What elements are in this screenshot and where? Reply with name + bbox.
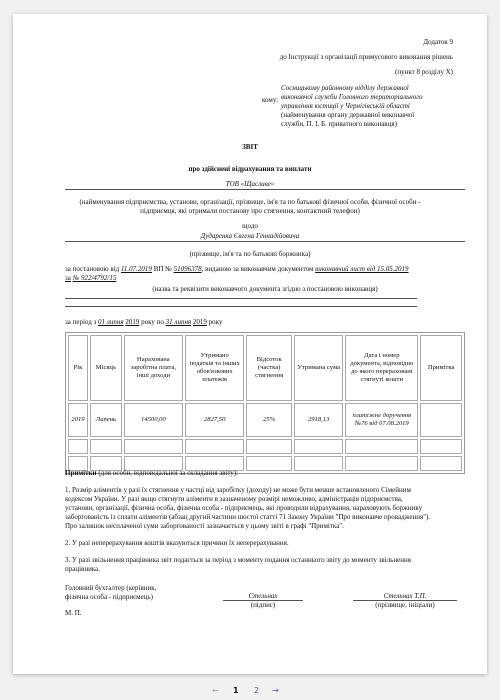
cell-year: 2019 bbox=[68, 403, 88, 437]
note-3-line-2: працівника. bbox=[65, 565, 100, 573]
header-document: Дата і номер документа, відповідно до якого перераховані стягнуті кошти bbox=[345, 335, 418, 401]
period-year-2: 2019 bbox=[192, 318, 207, 326]
company-caption-2: підприємця, які отримали постанову про стягнення, контактний телефон) bbox=[140, 207, 360, 215]
cell-note bbox=[420, 403, 462, 437]
report-subtitle: про здійснені відрахування та виплати bbox=[188, 165, 312, 173]
blank-line-2 bbox=[65, 306, 417, 307]
page-1-link[interactable]: 1 bbox=[233, 686, 239, 695]
cell-month: Липень bbox=[90, 403, 122, 437]
stamp-label: М. П. bbox=[65, 609, 82, 617]
enforcement-document: виконавчий лист від 15.05.2019 bbox=[315, 265, 409, 273]
header-income: Нарахована заробітна плата, інші доходи bbox=[124, 335, 183, 401]
recipient-caption-1: (найменування органу державної виконавчої bbox=[281, 111, 415, 119]
note-1-line-1: 1. Розмір аліментів у разі їх стягнення у частці від заробітку (доходу) не може бути менше встановленого Сімейним bbox=[65, 486, 411, 494]
signature: Стельнах bbox=[248, 592, 278, 600]
header-percent: Відсоток (частка) стягнення bbox=[246, 335, 292, 401]
next-page-arrow-icon[interactable]: → bbox=[272, 686, 279, 695]
resolution-line2-prefix: за bbox=[65, 274, 71, 282]
note-1-line-3: установи, організації, фізична особа, фізична особа - підприємець, які проводили відрахування, нараховують боржнику bbox=[65, 504, 423, 512]
debtor-name: Дударенка Євгена Геннадійовича bbox=[200, 232, 300, 240]
note-1-line-4: заборгованість із сплати аліментів (абзац другий частини шостої статті 71 Закону України "Про виконавче провадження"). bbox=[65, 513, 431, 521]
cell-percent: 25% bbox=[246, 403, 292, 437]
period-suffix: року bbox=[208, 318, 223, 326]
header-year: Рік bbox=[68, 335, 88, 401]
recipient-line-2: виконавчої служби Головного територіального bbox=[281, 93, 423, 101]
document-number: № 922/4792/15 bbox=[72, 274, 117, 282]
resolution-caption: (назва та реквізити виконавчого документа згідно з постановою виконавця) bbox=[152, 285, 378, 293]
prev-page-arrow-icon[interactable]: ← bbox=[212, 686, 219, 695]
recipient-line-1: Сосницькому районному відділу державної bbox=[281, 84, 409, 92]
header-withheld: Утримана сума bbox=[294, 335, 343, 401]
table-row-empty bbox=[68, 439, 462, 454]
notes-title-suffix: (для особи, відповідальної за складання звіту): bbox=[98, 469, 239, 477]
debtor-underline bbox=[65, 241, 465, 242]
blank-line-1 bbox=[65, 298, 417, 299]
table-header-row bbox=[68, 335, 462, 401]
addendum-label: Додаток 9 bbox=[423, 38, 453, 46]
recipient-line-3: управління юстиції у Чернігівській області bbox=[281, 102, 410, 110]
cell-document: платіжне доручення №76 від 07.08.2019 bbox=[345, 403, 418, 437]
signer-role-1: Головний бухгалтер (керівник, bbox=[65, 584, 157, 592]
note-3-line-1: 3. У разі звільнення працівника звіт подається за період з моменту подання останнього звіту до моменту звільнення bbox=[65, 556, 411, 564]
document-page bbox=[13, 14, 487, 674]
company-underline bbox=[65, 189, 465, 190]
cell-income: 14500,00 bbox=[124, 403, 183, 437]
recipient-label: кому: bbox=[262, 96, 279, 104]
header-note: Примітка bbox=[420, 335, 462, 401]
instruction-reference: до Інструкції з організації примусового виконання рішень bbox=[279, 53, 453, 61]
notes-title: Примітки bbox=[65, 469, 97, 477]
deductions-table bbox=[65, 332, 465, 474]
resolution-line-1 bbox=[65, 265, 409, 273]
period-to: 31 липня bbox=[165, 318, 192, 326]
note-1-line-5: Про залишок несплаченої суми заборгованості зазначається у цьому звіті в графі "Примітка". bbox=[65, 522, 344, 530]
page-2-link[interactable]: 2 bbox=[254, 686, 260, 695]
signature-caption: (підпис) bbox=[250, 601, 276, 609]
pagination bbox=[0, 684, 500, 698]
signer-role-2: фізична особа - підприємець) bbox=[65, 593, 153, 601]
resolution-line-2 bbox=[65, 274, 116, 282]
company-caption-1: (найменування підприємства, установи, організації, прізвище, ім'я та по батькові фізичної особи, фізичної особи - bbox=[79, 198, 421, 206]
signer-caption: (прізвище, ініціали) bbox=[375, 601, 435, 609]
period-prefix: за період з bbox=[65, 318, 97, 326]
notes-heading bbox=[65, 469, 238, 477]
resolution-middle: , виданою за виконавчим документом bbox=[201, 265, 314, 273]
period-from: 01 липня bbox=[98, 318, 124, 326]
note-1-line-2: кодексом України. У разі якщо стягнути аліменти в зазначеному розмірі неможливо, адміністрація підприємства, bbox=[65, 495, 403, 503]
resolution-date: 11.07.2019 bbox=[120, 265, 152, 273]
signer-name: Стельнах Т.П. bbox=[383, 592, 427, 600]
company-name: ТОВ «Щасливе» bbox=[225, 180, 275, 188]
regarding-label: щодо bbox=[242, 222, 258, 230]
resolution-prefix: за постановою від bbox=[65, 265, 120, 273]
period-year-1: 2019 bbox=[125, 318, 140, 326]
vp-number: 51096378 bbox=[173, 265, 202, 273]
period-line bbox=[65, 318, 222, 326]
cell-withheld: 2918,13 bbox=[294, 403, 343, 437]
header-month: Місяць bbox=[90, 335, 122, 401]
debtor-caption: (прізвище, ім'я та по батькові боржника) bbox=[189, 250, 311, 258]
note-2: 2. У разі неперерахування коштів вказуються причини їх неперерахування. bbox=[65, 539, 289, 547]
clause-reference: (пункт 8 розділу X) bbox=[395, 68, 453, 76]
vp-label: ВП № bbox=[153, 265, 172, 273]
recipient-caption-2: служби, П. І. Б. приватного виконавця) bbox=[281, 120, 397, 128]
header-taxes: Утримано податків та інших обов'язкових платежів bbox=[185, 335, 244, 401]
report-title: ЗВІТ bbox=[242, 143, 258, 151]
table-row bbox=[68, 403, 462, 437]
period-mid: року по bbox=[141, 318, 164, 326]
cell-taxes: 2827,50 bbox=[185, 403, 244, 437]
